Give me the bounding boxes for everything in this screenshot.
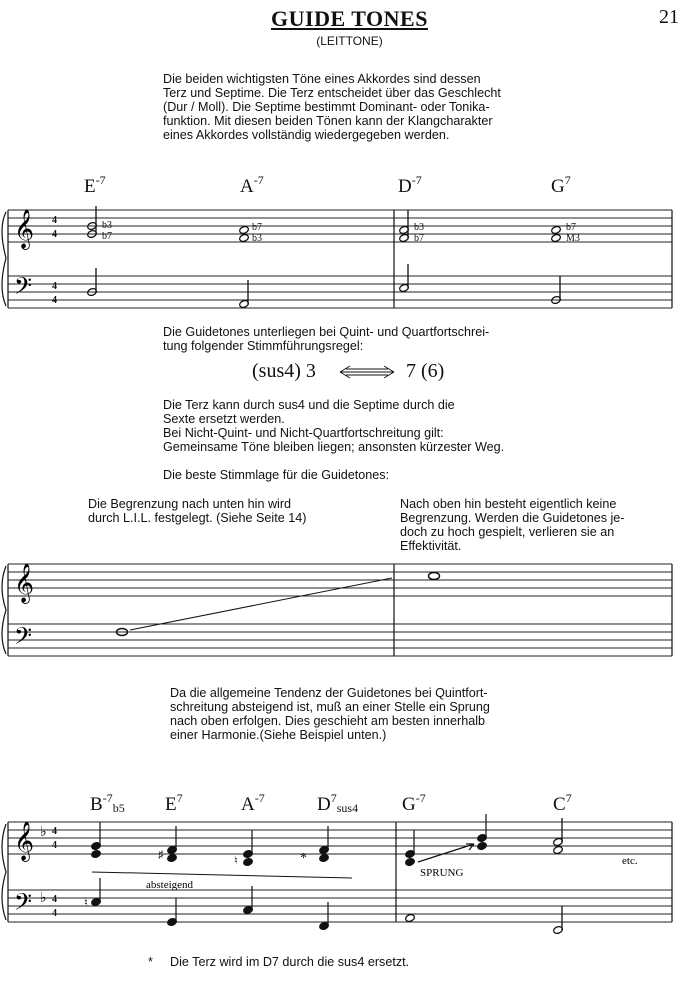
bass-staff — [8, 276, 672, 308]
page-subtitle: (LEITTONE) — [316, 34, 383, 48]
chord-symbol: $D^{-7}$ — [398, 173, 422, 197]
range-line — [130, 578, 392, 630]
note-head — [239, 225, 250, 234]
sharp-accidental-icon: ♯ — [158, 849, 164, 861]
tone-label: b3 — [414, 222, 424, 233]
time-signature-bottom: 4 — [52, 229, 57, 240]
system-brace — [2, 212, 6, 306]
note-head — [551, 233, 562, 242]
time-signature-top: 4 — [52, 826, 57, 837]
time-signature-bottom: 4 — [52, 908, 57, 919]
natural-accidental-icon: ♮ — [234, 855, 238, 867]
page-number: 21 — [659, 6, 679, 28]
range-score — [0, 556, 699, 666]
chord-symbol: $A^{-7}$ — [241, 791, 265, 815]
descending-label: absteigend — [146, 879, 194, 891]
tone-label: b7 — [102, 231, 112, 242]
time-signature-top: 4 — [52, 215, 57, 226]
tone-label: b3 — [252, 233, 262, 244]
range-heading: Die beste Stimmlage für die Guidetones: — [163, 468, 390, 482]
bass-clef-icon: 𝄢 — [14, 274, 33, 305]
page-title: GUIDE TONES — [271, 6, 428, 31]
formula-left: (sus4) 3 — [252, 360, 316, 382]
bass-clef-icon: 𝄢 — [14, 890, 33, 921]
time-signature-bottom: 4 — [52, 840, 57, 851]
treble-clef-icon: 𝄞 — [14, 565, 35, 602]
note-head — [239, 233, 250, 242]
chord-symbol: $B^{-7}_{b5}$ — [90, 791, 125, 815]
chord-symbol: $E^7$ — [165, 791, 183, 815]
jump-label: SPRUNG — [420, 867, 464, 879]
upper-limit-text: Nach oben hin besteht eigentlich keine Begrenzung. Werden die Guidetones je- doch zu hoch gespielt, verlieren sie an Effektivität. — [400, 497, 625, 553]
chord-symbol: $D^7_{sus4}$ — [317, 791, 359, 815]
lower-limit-text: Die Begrenzung nach unten hin wird durch L.I.L. festgelegt. (Siehe Seite 14) — [88, 497, 307, 525]
asterisk-mark: * — [300, 851, 307, 866]
chord-symbol: $A^{-7}$ — [240, 173, 264, 197]
etc-label: etc. — [622, 855, 638, 867]
time-signature-top: 4 — [52, 894, 57, 905]
footnote-text: Die Terz wird im D7 durch die sus4 ersetzt. — [170, 955, 410, 969]
tone-label: M3 — [566, 233, 580, 244]
flat-key-signature-icon: ♭ — [40, 891, 47, 906]
intro-paragraph: Die beiden wichtigsten Töne eines Akkordes sind dessen Terz und Septime. Die Terz entscheidet über das Geschlecht (Dur / Moll). Die Septime bestimmt Dominant- oder Tonika- funktion. Mit diesen beiden Tönen kann der Klangcharakter eines Akkordes vollständig wiedergegeben werden. — [163, 72, 501, 142]
chord-symbol: $C^7$ — [553, 791, 572, 815]
formula-right: 7 (6) — [406, 360, 445, 382]
treble-clef-icon: 𝄞 — [14, 211, 35, 248]
chord-symbol: $G^{-7}$ — [402, 791, 426, 815]
example1-score — [0, 168, 699, 318]
tone-label: b3 — [102, 220, 112, 231]
time-signature-bottom: 4 — [52, 295, 57, 306]
voice-leading-rules: Die Terz kann durch sus4 und die Septime durch die Sexte ersetzt werden. Bei Nicht-Quint- und Nicht-Quartfortschreitung gilt: Gemeinsame Töne bleiben liegen; ansonsten kürzester Weg. — [163, 398, 505, 454]
tone-label: b7 — [414, 233, 424, 244]
tone-label: b7 — [252, 222, 262, 233]
bass-clef-icon: 𝄢 — [14, 624, 33, 655]
tone-label: b7 — [566, 222, 576, 233]
voice-leading-paragraph: Die Guidetones unterliegen bei Quint- und Quartfortschrei- tung folgender Stimmführungsregel: — [163, 325, 490, 353]
upper-note — [429, 573, 440, 580]
treble-clef-icon: 𝄞 — [14, 823, 35, 860]
double-arrow-icon — [338, 364, 396, 380]
note-head — [551, 225, 562, 234]
time-signature-top: 4 — [52, 281, 57, 292]
footnote-marker: * — [148, 955, 153, 969]
tendency-paragraph: Da die allgemeine Tendenz der Guidetones bei Quintfort- schreitung absteigend ist, muß an einer Stelle ein Sprung nach oben erfolgen. Dies geschieht am besten innerhalb einer Harmonie.(Siehe Beispiel unten.) — [170, 686, 490, 742]
descending-line — [92, 872, 352, 878]
chord-symbol: $E^{-7}$ — [84, 173, 106, 197]
natural-accidental-icon: ♮ — [84, 897, 88, 909]
example2-score — [0, 786, 699, 936]
chord-symbol: $G^7$ — [551, 173, 571, 197]
flat-key-signature-icon: ♭ — [40, 825, 47, 840]
